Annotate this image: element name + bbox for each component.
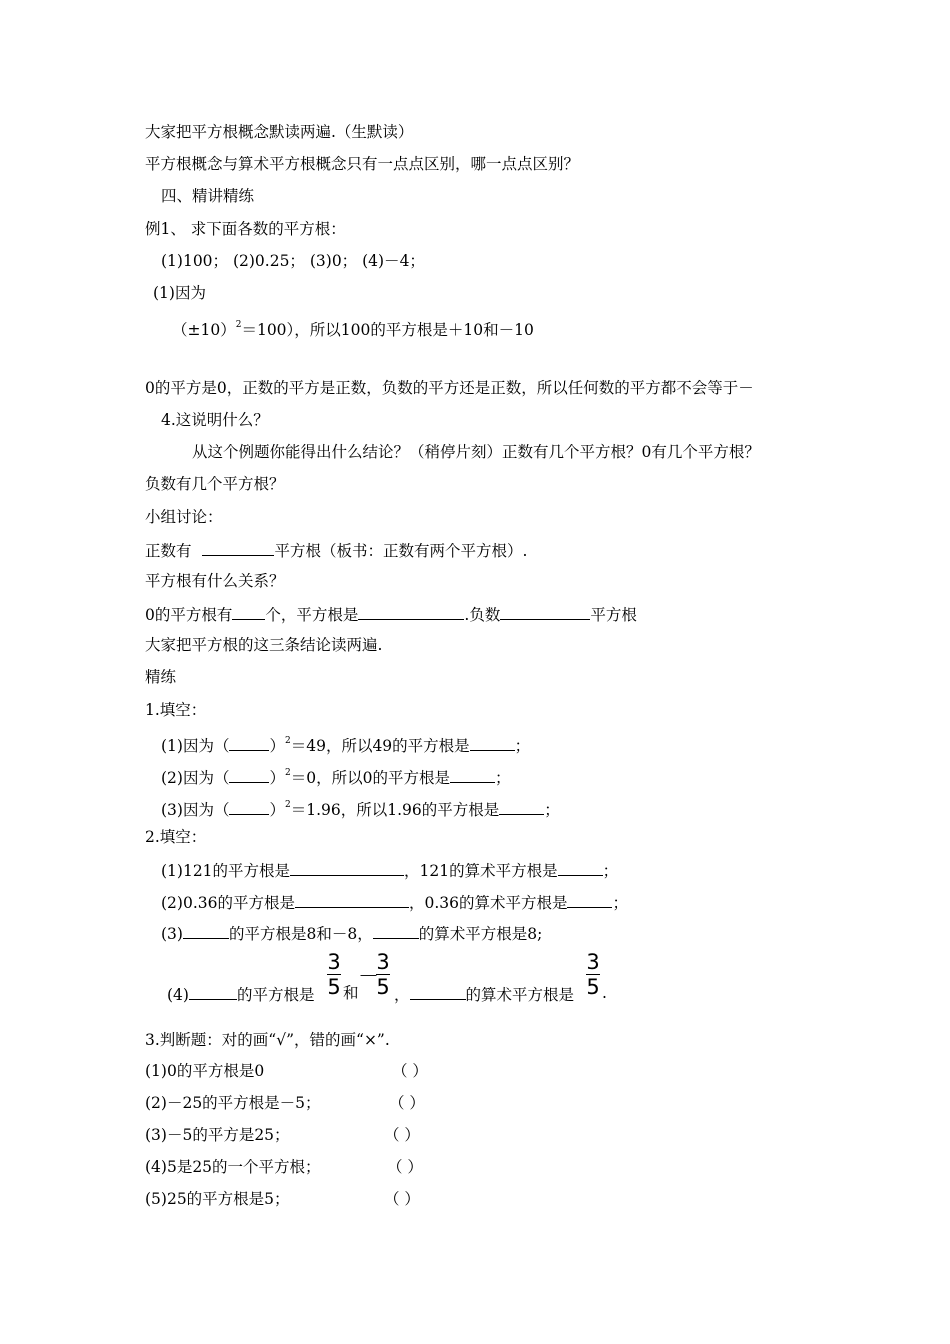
answer-blank[interactable] <box>373 922 419 939</box>
minus-sign: － <box>358 964 379 988</box>
text: ＝100），所以100的平方根是＋10和－10 <box>241 321 534 339</box>
exponent: 2 <box>284 800 291 810</box>
answer-blank[interactable] <box>189 983 237 1000</box>
example-items: (1)100； (2)0.25； (3)0； (4)－4； <box>161 252 425 270</box>
paragraph: 4.这说明什么？ <box>161 411 269 429</box>
text: ； <box>544 801 560 819</box>
question-heading: 3.判断题：对的画“√”，错的画“×”. <box>145 1031 390 1049</box>
answer-blank[interactable] <box>470 734 515 751</box>
text: （±10） <box>172 321 236 339</box>
paragraph <box>172 315 534 340</box>
text: (3) <box>161 925 183 943</box>
paragraph: 大家把平方根概念默读两遍.（生默读） <box>145 123 414 141</box>
numerator: 3 <box>327 950 341 974</box>
text: 的平方根是8和－8， <box>228 925 373 943</box>
answer-blank[interactable] <box>558 859 603 876</box>
text: . <box>602 984 607 1002</box>
text: (3)因为（ <box>161 801 230 819</box>
subheading: 精练 <box>145 668 177 686</box>
question-item <box>161 763 510 788</box>
fraction-three-fifths <box>326 950 342 999</box>
question-item <box>161 795 560 820</box>
answer-blank[interactable] <box>450 766 495 783</box>
paragraph: 平方根概念与算术平方根概念只有一点点区别，哪一点点区别？ <box>145 155 580 173</box>
text: 正数有 <box>145 542 192 560</box>
text: (4) <box>167 986 189 1004</box>
answer-blank[interactable] <box>410 983 466 1000</box>
text: 的算术平方根是8; <box>418 925 543 943</box>
text: ） <box>269 801 285 819</box>
judgement-item: (1)0的平方根是0 <box>145 1062 265 1080</box>
answer-blank[interactable] <box>499 798 544 815</box>
answer-blank[interactable] <box>295 891 409 908</box>
answer-blank[interactable] <box>183 922 229 939</box>
answer-blank[interactable] <box>229 734 269 751</box>
exponent: 2 <box>284 768 291 778</box>
question-heading: 1.填空： <box>145 701 207 719</box>
text: (1)121的平方根是 <box>161 862 291 880</box>
denominator: 5 <box>586 975 600 999</box>
text: ，0.36的算术平方根是 <box>408 894 568 912</box>
text: ＝49，所以49的平方根是 <box>290 737 470 755</box>
answer-parentheses[interactable]: （ ） <box>389 1094 425 1112</box>
paragraph: 小组讨论： <box>145 508 223 526</box>
text: ＝0，所以0的平方根是 <box>290 769 450 787</box>
paragraph: 从这个例题你能得出什么结论？（稍停片刻）正数有几个平方根？0有几个平方根？ <box>192 443 760 461</box>
text: 0的平方根有 <box>145 606 233 624</box>
answer-parentheses[interactable]: （ ） <box>384 1126 420 1144</box>
denominator: 5 <box>327 975 341 999</box>
question-item <box>161 922 542 944</box>
answer-blank[interactable] <box>567 891 612 908</box>
text: 平方根 <box>590 606 637 624</box>
question-item <box>167 983 314 1005</box>
text: 的算术平方根是 <box>465 986 575 1004</box>
fraction-three-fifths <box>375 950 391 999</box>
text: ） <box>269 769 285 787</box>
answer-blank[interactable] <box>229 798 269 815</box>
answer-blank[interactable] <box>232 603 265 620</box>
paragraph: 大家把平方根的这三条结论读两遍. <box>145 636 383 654</box>
text: ，121的算术平方根是 <box>404 862 558 880</box>
exponent: 2 <box>235 320 242 330</box>
numerator: 3 <box>586 950 600 974</box>
answer-parentheses[interactable]: （ ） <box>384 1190 420 1208</box>
question-item <box>161 731 530 756</box>
question-heading: 2.填空： <box>145 828 207 846</box>
denominator: 5 <box>376 975 390 999</box>
text: 和 <box>343 984 359 1002</box>
text: (1)因为（ <box>161 737 230 755</box>
question-item <box>161 859 618 881</box>
text: 个，平方根是 <box>265 606 359 624</box>
judgement-item: (4)5是25的一个平方根； <box>145 1158 321 1176</box>
numerator: 3 <box>376 950 390 974</box>
question-item <box>161 891 628 913</box>
paragraph: 0的平方是0，正数的平方是正数，负数的平方还是正数，所以任何数的平方都不会等于－ <box>145 379 754 397</box>
text: ） <box>269 737 285 755</box>
text: ； <box>612 894 628 912</box>
judgement-item: (2)－25的平方根是－5； <box>145 1094 321 1112</box>
judgement-item: (3)－5的平方是25； <box>145 1126 290 1144</box>
text: ， <box>394 986 410 1004</box>
question-item-tail <box>394 983 574 1005</box>
answer-parentheses[interactable]: （ ） <box>392 1062 428 1080</box>
paragraph: 平方根有什么关系？ <box>145 572 285 590</box>
text: (2)0.36的平方根是 <box>161 894 295 912</box>
text: ＝1.96，所以1.96的平方根是 <box>290 801 500 819</box>
example-heading: 例1、 求下面各数的平方根： <box>145 220 346 238</box>
fraction-three-fifths <box>585 950 601 999</box>
section-heading: 四、精讲精练 <box>161 187 255 205</box>
paragraph <box>145 539 527 561</box>
text: 平方根（板书：正数有两个平方根）. <box>274 542 528 560</box>
paragraph <box>145 603 637 625</box>
text: ； <box>602 862 619 880</box>
answer-blank[interactable] <box>358 603 464 620</box>
answer-blank[interactable] <box>229 766 269 783</box>
paragraph: 负数有几个平方根？ <box>145 475 285 493</box>
text: (2)因为（ <box>161 769 230 787</box>
text: ； <box>494 769 511 787</box>
paragraph: (1)因为 <box>153 284 206 302</box>
text: ； <box>514 737 531 755</box>
judgement-item: (5)25的平方根是5； <box>145 1190 290 1208</box>
answer-parentheses[interactable]: （ ） <box>387 1158 423 1176</box>
exponent: 2 <box>284 736 291 746</box>
answer-blank[interactable] <box>202 539 274 556</box>
answer-blank[interactable] <box>290 859 404 876</box>
answer-blank[interactable] <box>500 603 590 620</box>
text: .负数 <box>464 606 501 624</box>
text: 的平方根是 <box>236 986 315 1004</box>
